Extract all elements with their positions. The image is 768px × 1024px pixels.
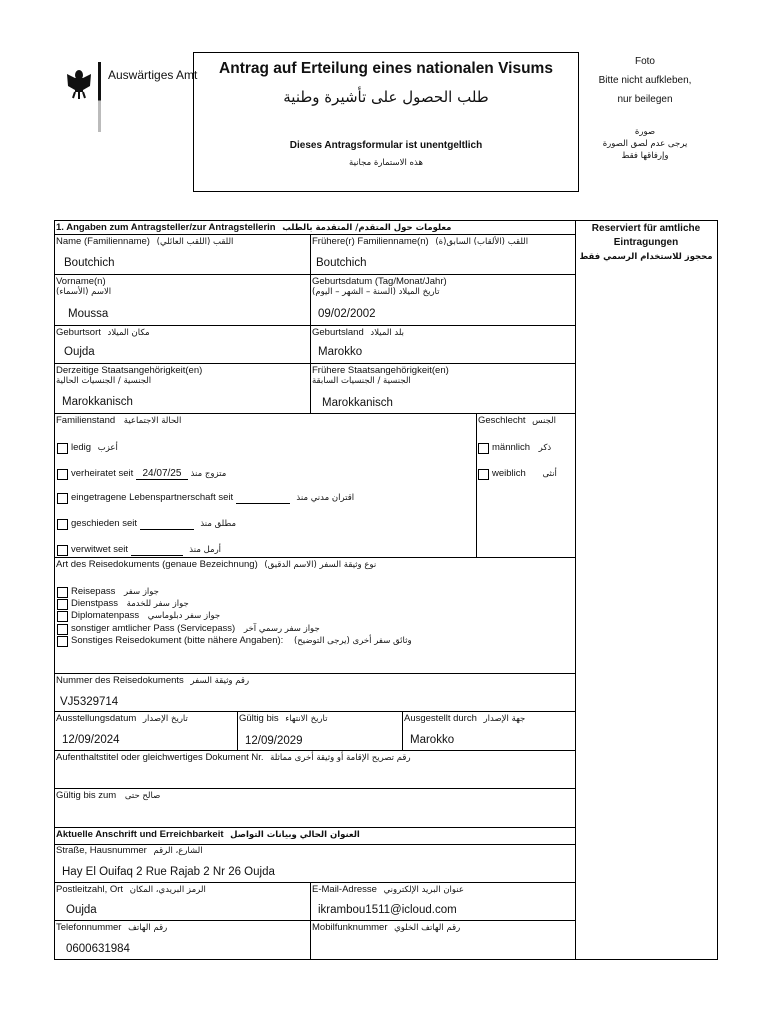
residence-valid-label: Gültig bis zum صالح حتى xyxy=(56,790,161,801)
photo-note-ar2: يرجى عدم لصق الصورة xyxy=(602,139,688,149)
surname-label: Name (Familienname) اللقب (اللقب العائلي) xyxy=(56,236,234,247)
marital-single-checkbox[interactable] xyxy=(57,443,68,454)
reserved-line1: Reserviert für amtliche xyxy=(591,223,701,234)
form-title: Antrag auf Erteilung eines nationalen Visums xyxy=(219,60,553,77)
doc-service-passport-checkbox[interactable] xyxy=(57,599,68,610)
photo-note-ar1: صورة xyxy=(634,127,656,137)
doc-passport-checkbox[interactable] xyxy=(57,587,68,598)
marital-single-label: ledig أعزب xyxy=(71,442,118,453)
marital-divorced-checkbox[interactable] xyxy=(57,519,68,530)
free-notice-arabic: هذه الاستمارة مجانية xyxy=(349,158,423,168)
phone-label: Telefonnummer رقم الهاتف xyxy=(56,922,168,933)
marital-married-label: verheiratet seit 24/07/25 متزوج منذ xyxy=(71,468,227,479)
divorced-since-value[interactable] xyxy=(140,529,194,530)
nationality-value[interactable]: Marokkanisch xyxy=(62,396,133,408)
doc-diplomatic-label: Diplomatenpass جواز سفر دبلوماسي xyxy=(71,610,221,621)
valid-until-label: Gültig bis تاريخ الانتهاء xyxy=(239,713,328,724)
marital-married-checkbox[interactable] xyxy=(57,469,68,480)
doc-number-value[interactable]: VJ5329714 xyxy=(60,696,119,708)
doc-type-label: Art des Reisedokuments (genaue Bezeichnung) نوع وثيقة السفر (الاسم الدقيق) xyxy=(56,559,377,570)
logo-divider xyxy=(98,62,101,132)
former-nationality-label: Frühere Staatsangehörigkeit(en) الجنسية / الجنسيات السابقة xyxy=(312,365,449,386)
street-label: Straße, Hausnummer الشارع، الرقم xyxy=(56,845,203,856)
section1-title-de: 1. Angaben zum Antragsteller/zur Antragstellerin xyxy=(56,222,276,233)
issued-by-label: Ausgestellt durch جهة الإصدار xyxy=(404,713,526,724)
marital-widowed-checkbox[interactable] xyxy=(57,545,68,556)
marital-divorced-label: geschieden seit مطلق منذ xyxy=(71,518,237,529)
issued-by-value[interactable]: Marokko xyxy=(410,734,455,746)
married-since-value[interactable]: 24/07/25 xyxy=(136,468,188,480)
federal-eagle-logo xyxy=(64,66,94,100)
form-title-arabic: طلب الحصول على تأشيرة وطنية xyxy=(283,88,489,106)
gender-male-label: männlich ذكر xyxy=(492,442,552,453)
address-section-title: Aktuelle Anschrift und Erreichbarkeit العنوان الحالي وبيانات التواصل xyxy=(56,829,360,840)
former-surname-label: Frühere(r) Familienname(n) اللقب (الألقاب) السابق(ة) xyxy=(312,236,529,247)
birthdate-value[interactable]: 09/02/2002 xyxy=(318,308,376,320)
gender-label: Geschlecht الجنس xyxy=(478,415,557,426)
section1-title xyxy=(56,222,451,234)
email-value[interactable]: ikrambou1511@icloud.com xyxy=(318,904,457,916)
residence-label: Aufenthaltstitel oder gleichwertiges Dokument Nr. رقم تصريح الإقامة أو وثيقة أخرى مماثلة xyxy=(56,752,411,763)
gender-male-checkbox[interactable] xyxy=(478,443,489,454)
phone-value[interactable]: 0600631984 xyxy=(66,943,130,955)
email-label: E-Mail-Adresse عنوان البريد الإلكتروني xyxy=(312,884,464,895)
doc-other-label: Sonstiges Reisedokument (bitte nähere Angaben): وثائق سفر أخرى (يرجى التوضيح) xyxy=(71,635,412,646)
photo-note-line1: Foto xyxy=(634,56,655,67)
partnership-since-value[interactable] xyxy=(236,503,290,504)
birthcountry-label: Geburtsland بلد الميلاد xyxy=(312,327,405,338)
doc-other-checkbox[interactable] xyxy=(57,636,68,647)
doc-official-checkbox[interactable] xyxy=(57,624,68,635)
doc-passport-label: Reisepass جواز سفر xyxy=(71,586,159,597)
doc-official-label: sonstiger amtlicher Pass (Servicepass) جواز سفر رسمي آخر xyxy=(71,623,320,634)
doc-number-label: Nummer des Reisedokuments رقم وثيقة السفر xyxy=(56,675,250,686)
firstname-label: Vorname(n) الاسم (الأسماء) xyxy=(56,276,112,297)
former-nationality-value[interactable]: Marokkanisch xyxy=(322,397,393,409)
reserved-column xyxy=(577,222,715,264)
widowed-since-value[interactable] xyxy=(131,555,183,556)
postal-label: Postleitzahl, Ort الرمز البريدي، المكان xyxy=(56,884,206,895)
photo-note-line2: Bitte nicht aufkleben, xyxy=(598,75,692,86)
section1-title-ar: معلومات حول المتقدم/ المتقدمة بالطلب xyxy=(282,223,452,233)
doc-diplomatic-checkbox[interactable] xyxy=(57,611,68,622)
photo-note-line3: nur beilegen xyxy=(617,94,673,105)
reserved-line2: Eintragungen xyxy=(613,237,679,248)
free-notice: Dieses Antragsformular ist unentgeltlich xyxy=(289,140,483,151)
photo-note-arabic xyxy=(590,126,700,162)
birthplace-label: Geburtsort مكان الميلاد xyxy=(56,327,150,338)
marital-partnership-checkbox[interactable] xyxy=(57,493,68,504)
marital-partnership-label: eingetragene Lebenspartnerschaft seit اقتران مدني منذ xyxy=(71,492,355,503)
street-value[interactable]: Hay El Ouifaq 2 Rue Rajab 2 Nr 26 Oujda xyxy=(62,866,275,878)
mobile-label: Mobilfunknummer رقم الهاتف الخلوي xyxy=(312,922,461,933)
ministry-name: Auswärtiges Amt xyxy=(108,68,198,82)
postal-value[interactable]: Oujda xyxy=(66,904,97,916)
birthdate-label: Geburtsdatum (Tag/Monat/Jahr) تاريخ الميلاد (السنة – الشهر – اليوم) xyxy=(312,276,447,297)
birthplace-value[interactable]: Oujda xyxy=(64,346,95,358)
firstname-value[interactable]: Moussa xyxy=(68,308,109,320)
gender-female-label: weiblich أنثى xyxy=(492,468,557,479)
surname-value[interactable]: Boutchich xyxy=(64,257,115,269)
marital-widowed-label: verwitwet seit أرمل منذ xyxy=(71,544,222,555)
gender-female-checkbox[interactable] xyxy=(478,469,489,480)
issue-date-value[interactable]: 12/09/2024 xyxy=(62,734,120,746)
doc-service-passport-label: Dienstpass جواز سفر للخدمة xyxy=(71,598,189,609)
issue-date-label: Ausstellungsdatum تاريخ الإصدار xyxy=(56,713,188,724)
nationality-label: Derzeitige Staatsangehörigkeit(en) الجنسية / الجنسيات الحالية xyxy=(56,365,203,386)
photo-note xyxy=(590,52,700,109)
former-surname-value[interactable]: Boutchich xyxy=(316,257,367,269)
photo-note-ar3: وإرفاقها فقط xyxy=(621,151,669,161)
reserved-arabic: محجوز للاستخدام الرسمي فقط xyxy=(579,252,713,262)
birthcountry-value[interactable]: Marokko xyxy=(318,346,363,358)
valid-until-value[interactable]: 12/09/2029 xyxy=(245,735,303,747)
marital-label: Familienstand الحالة الاجتماعية xyxy=(56,415,182,426)
